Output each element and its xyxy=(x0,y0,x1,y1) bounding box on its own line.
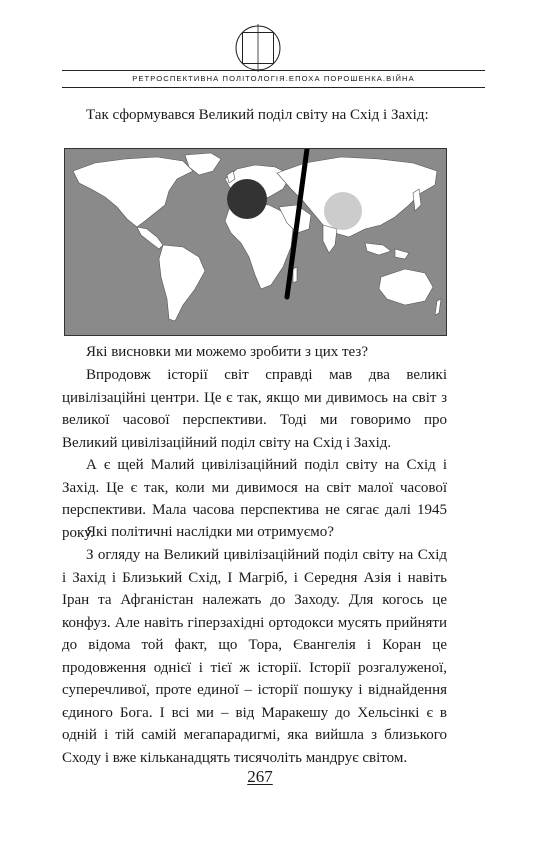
intro-paragraph: Так сформувався Великий поділ світу на Схід і Захід: xyxy=(86,107,429,123)
publisher-logo-icon xyxy=(234,24,282,72)
world-map-figure xyxy=(64,148,447,336)
east-center-marker xyxy=(324,192,362,230)
west-center-marker xyxy=(227,179,267,219)
world-map-image xyxy=(65,149,445,334)
paragraph-question-1: Які висновки ми можемо зробити з цих тез? xyxy=(86,344,368,360)
header-rule-bottom xyxy=(62,87,485,88)
paragraph-question-2: Які політичні наслідки ми отримуємо? xyxy=(86,524,334,540)
paragraph-consequences: З огляду на Великий цивілізаційний поділ світу на Схід і Захід і Близький Схід, І Магріб, і Середня Азія і навіть Іран та Афганістан належать до Заходу. Для когось це конфуз. Але навіть гіперзахідні ортодокси мусять прийняти до відома той факт, що Тора, Євангелія і Коран це продовження однієї і тієї ж історії. Історії розгалуженої, суперечливої, проте единої – історії пошуку і віднайдення єдиного Бога. І всі ми – від Маракешу до Хельсінкі є в одній і тій самій мегапарадигмі, яка вийшла з близького Сходу і вже кільканадцять тисячоліть мандрує світом. xyxy=(62,547,447,766)
paragraph-small-division: А є щей Малий цивілізаційний поділ світу на Схід і Захід. Це є так, коли ми дивимося на світ малої часової перспективи. Мала часова перспектива не сягає далі 1945 року. xyxy=(62,457,447,541)
running-title: РЕТРОСПЕКТИВНА ПОЛІТОЛОГІЯ.ЕПОХА ПОРОШЕНКА.ВІЙНА xyxy=(132,74,415,83)
header-rule-top xyxy=(62,70,485,71)
page-number: 267 xyxy=(247,767,273,786)
paragraph-great-division: Впродовж історії світ справді мав два великі цивілізаційні центри. Це є так, якщо ми дивимось на світ з великої часової перспективи. Тоді ми говоримо про Великий цивілізаційний поділ світу на Схід і Захід. xyxy=(62,367,447,451)
